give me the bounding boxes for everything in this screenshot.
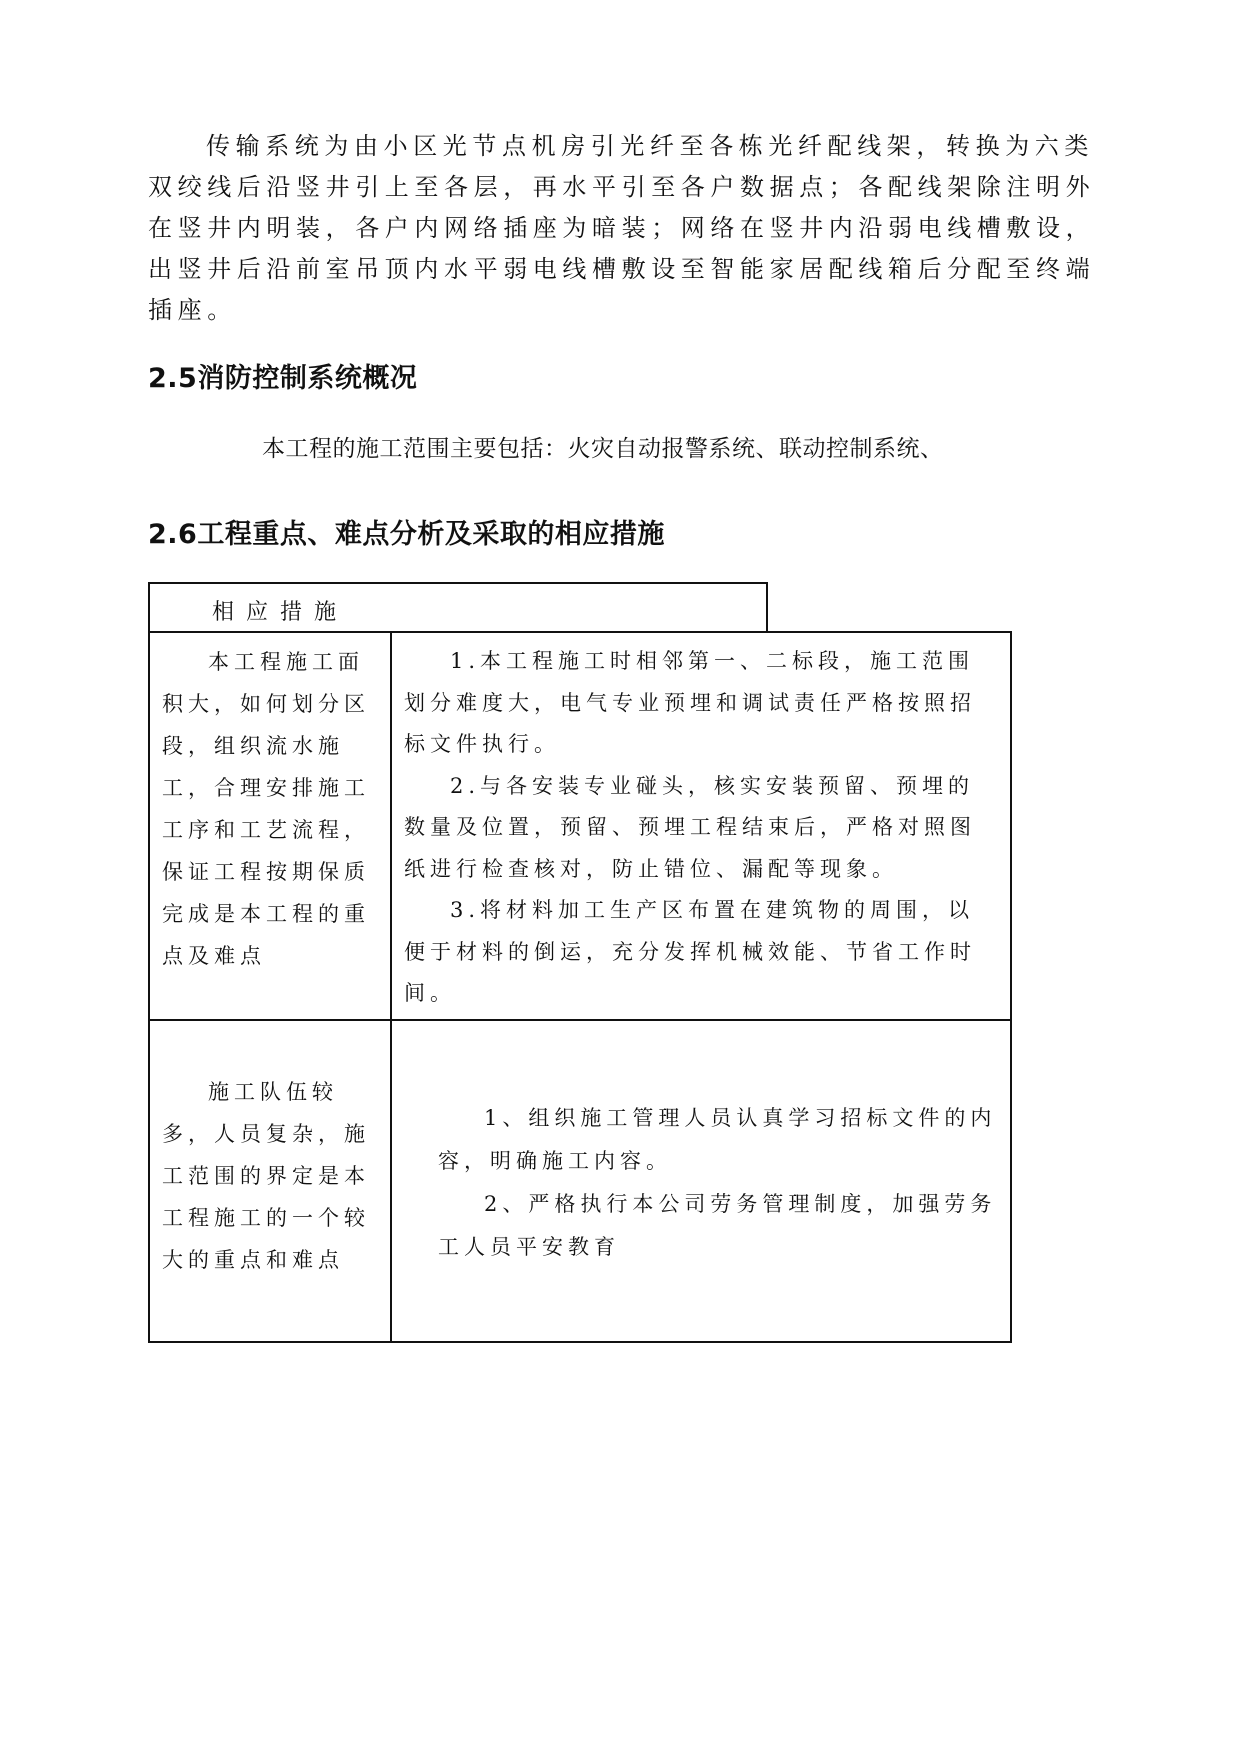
intro-paragraph: 传输系统为由小区光节点机房引光纤至各栋光纤配线架，转换为六类双绞线后沿竖井引上至各层，再水平引至各户数据点；各配线架除注明外在竖井内明装，各户内网络插座为暗装；网络在竖井内沿弱电线槽敷设，出竖井后沿前室吊顶内水平弱电线槽敷设至智能家居配线箱后分配至终端插座。: [148, 132, 1096, 324]
measure-item: 2.与各安装专业碰头，核实安装预留、预埋的数量及位置，预留、预埋工程结束后，严格对照图纸进行检查核对，防止错位、漏配等现象。: [404, 773, 976, 881]
table-header-label: 相应措施: [212, 600, 349, 625]
section-2-5-heading: 2.5消防控制系统概况: [148, 363, 418, 394]
issue-cell: [149, 632, 391, 1020]
table-header-box: [148, 582, 768, 631]
measures-table: [148, 631, 1012, 1343]
measures-cell: [391, 1020, 1011, 1342]
measure-item: 1.本工程施工时相邻第一、二标段，施工范围划分难度大，电气专业预埋和调试责任严格按照招标文件执行。: [404, 649, 976, 756]
measure-item: 2、严格执行本公司劳务管理制度，加强劳务工人员平安教育: [438, 1191, 997, 1259]
measure-item: 3.将材料加工生产区布置在建筑物的周围，以便于材料的倒运，充分发挥机械效能、节省工作时间。: [404, 898, 976, 1005]
section-2-5-text: 本工程的施工范围主要包括：火灾自动报警系统、联动控制系统、: [262, 436, 944, 462]
section-2-6-heading: 2.6工程重点、难点分析及采取的相应措施: [148, 519, 665, 550]
issue-text: 本工程施工面积大，如何划分区段，组织流水施工，合理安排施工工序和工艺流程，保证工程按期保质完成是本工程的重点及难点: [162, 650, 370, 968]
measures-cell: [391, 632, 1011, 1020]
issue-text: 施工队伍较多，人员复杂，施工范围的界定是本工程施工的一个较大的重点和难点: [162, 1079, 370, 1272]
measure-item: 1、组织施工管理人员认真学习招标文件的内容，明确施工内容。: [438, 1105, 997, 1173]
table-row: [149, 1020, 1011, 1342]
table-row: [149, 632, 1011, 1020]
issue-cell: [149, 1020, 391, 1342]
